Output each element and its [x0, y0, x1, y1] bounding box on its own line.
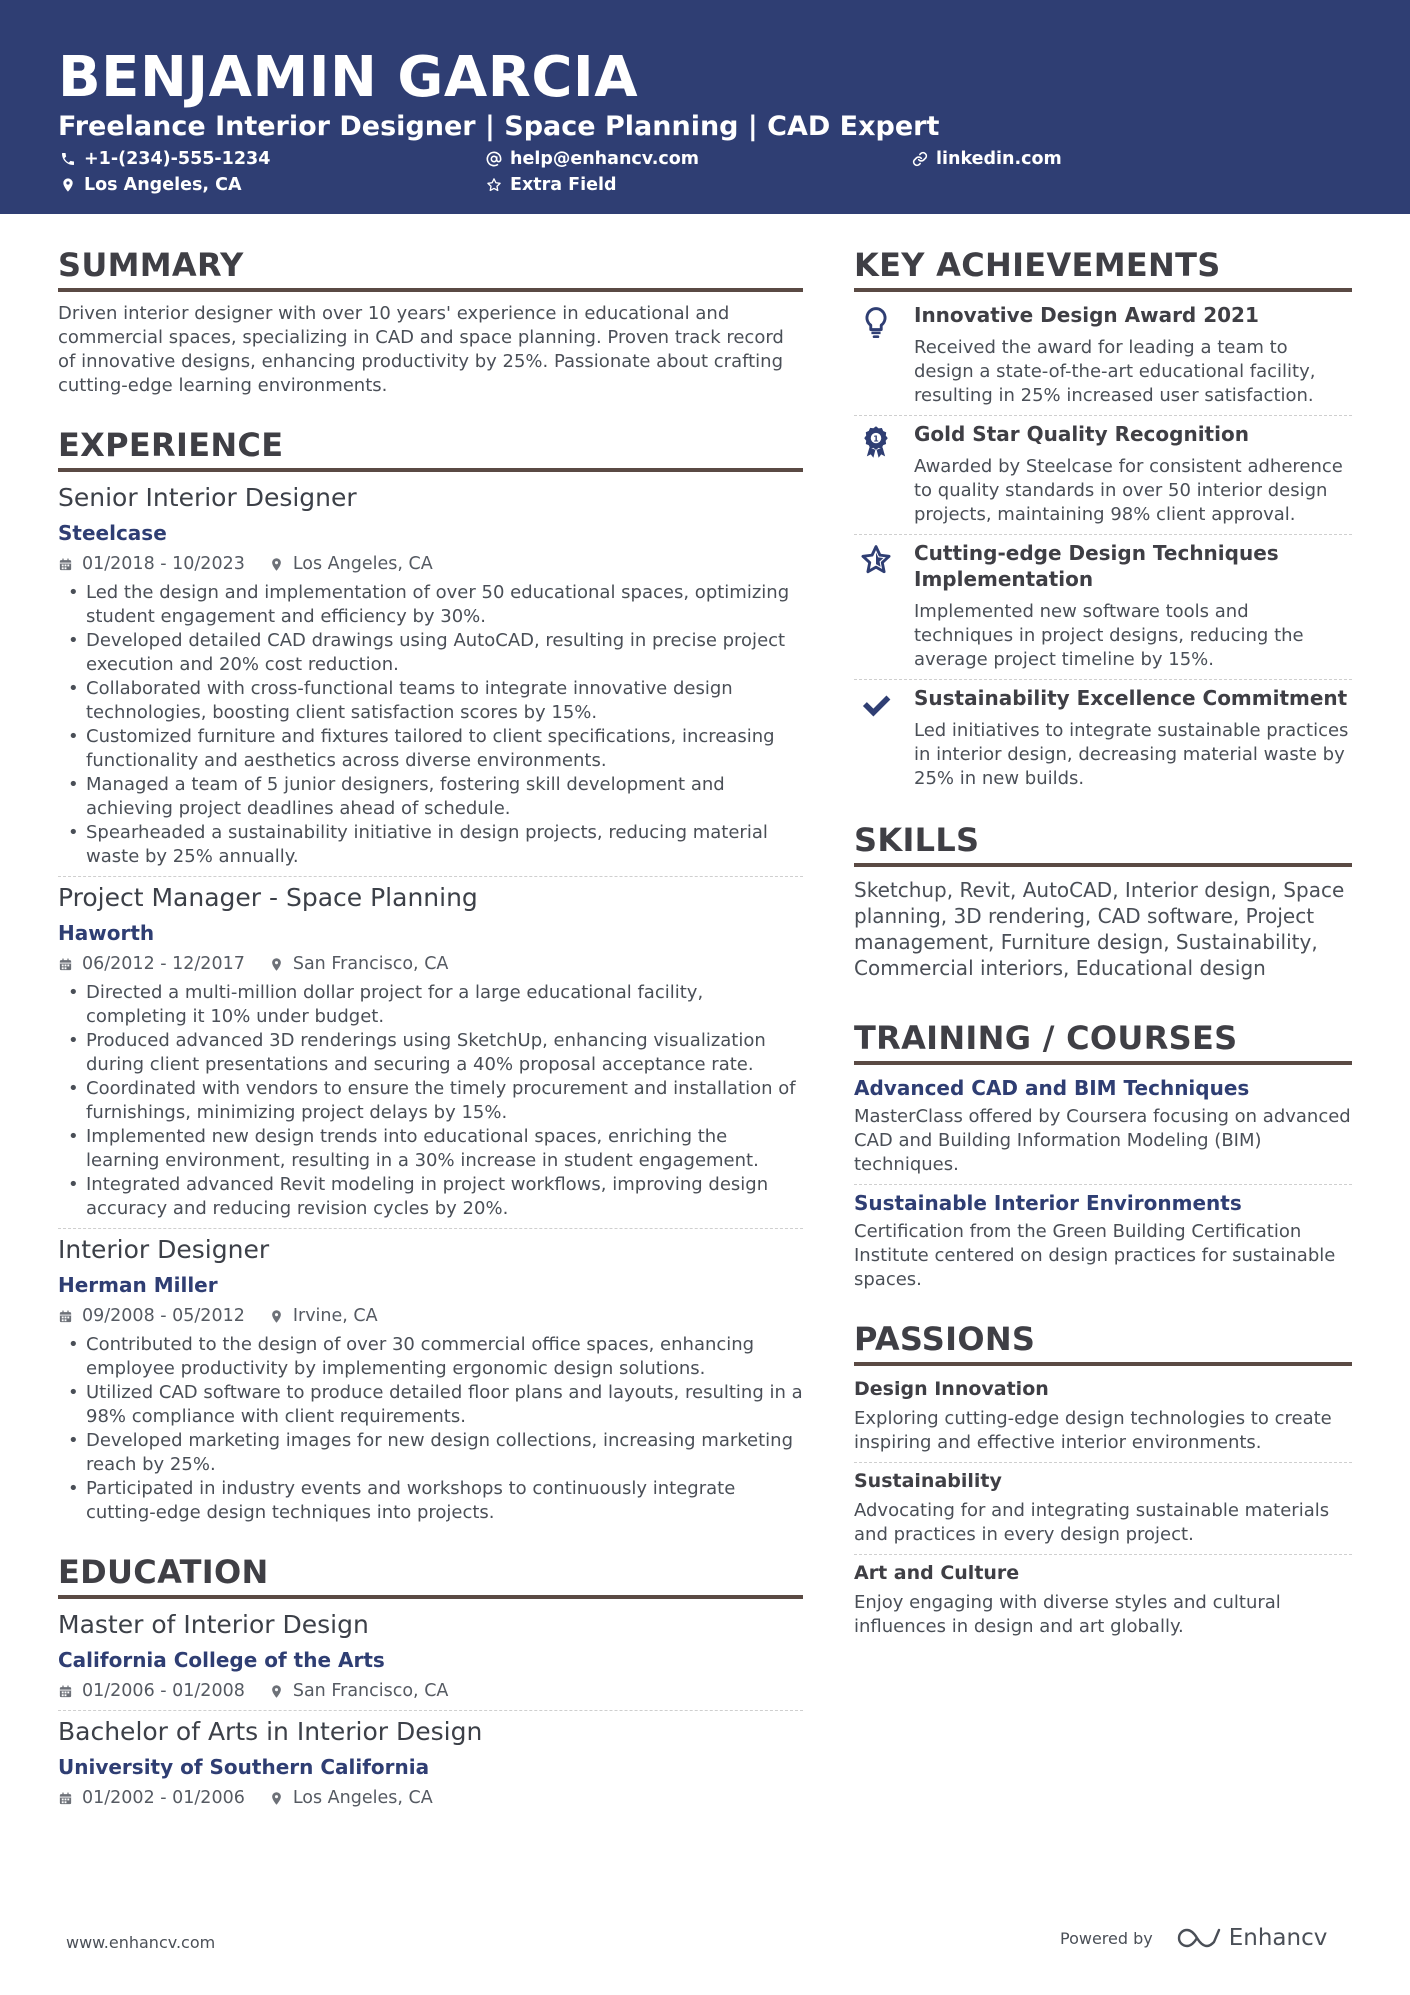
course-desc: MasterClass offered by Coursera focusing on advanced CAD and Building Information Modeling (BIM) techniques. [854, 1106, 1351, 1175]
job-location: Irvine, CA [292, 1306, 378, 1326]
degree-title: Bachelor of Arts in Interior Design [58, 1717, 483, 1746]
linkedin-text: linkedin.com [936, 149, 1062, 169]
email-text: help@enhancv.com [510, 149, 700, 169]
job-location: San Francisco, CA [292, 954, 449, 974]
passion-title: Design Innovation [854, 1378, 1049, 1400]
entry-divider [854, 1462, 1352, 1463]
powered-by-label: Powered by [1060, 1928, 1153, 1948]
passion-item [854, 1376, 1352, 1455]
achievement-item [854, 685, 1352, 791]
achievement-item [854, 540, 1352, 672]
section-divider [58, 468, 803, 472]
bullet-item: • Managed a team of 5 junior designers, fostering skill development and achieving project deadlines ahead of schedule. [58, 773, 803, 821]
job-meta [58, 952, 803, 976]
course-title: Sustainable Interior Environments [854, 1191, 1242, 1215]
section-title-experience: EXPERIENCE [58, 426, 284, 464]
link-icon [912, 151, 928, 167]
job-location-wrap [269, 952, 449, 976]
contact-location [60, 174, 242, 196]
passion-desc: Advocating for and integrating sustainable materials and practices in every design project. [854, 1500, 1330, 1545]
school-name: California College of the Arts [58, 1648, 385, 1672]
star-outline-icon [486, 177, 502, 193]
job-location: Los Angeles, CA [292, 554, 433, 574]
passion-desc: Exploring cutting-edge design technologies to create inspiring and effective interior environments. [854, 1408, 1332, 1453]
section-title-passions: PASSIONS [854, 1320, 1036, 1358]
candidate-headline: Freelance Interior Designer | Space Planning | CAD Expert [58, 111, 940, 142]
education-dates: 01/2006 - 01/2008 [82, 1681, 245, 1701]
at-sign-icon [486, 151, 502, 167]
contact-linkedin[interactable] [912, 148, 1062, 170]
education-entry [58, 1716, 803, 1810]
bullet-item: • Customized furniture and fixtures tailored to client specifications, increasing functionality and aesthetics across diverse environments. [58, 725, 803, 773]
section-title-education: EDUCATION [58, 1553, 269, 1591]
company-name: Steelcase [58, 521, 167, 545]
bullet-item: • Integrated advanced Revit modeling in project workflows, improving design accuracy and reducing revision cycles by 20%. [58, 1173, 803, 1221]
map-pin-icon [60, 177, 76, 193]
job-meta [58, 552, 803, 576]
achievement-title: Gold Star Quality Recognition [914, 422, 1249, 446]
passion-item [854, 1468, 1352, 1547]
calendar-icon [58, 1309, 73, 1324]
entry-divider [58, 1228, 803, 1229]
passion-item [854, 1560, 1352, 1639]
phone-icon [60, 151, 76, 167]
job-location-wrap [269, 552, 433, 576]
checkmark-icon [860, 689, 892, 723]
achievement-title: Cutting-edge Design Techniques Implementation [914, 541, 1279, 591]
bullet-item: • Led the design and implementation of over 50 educational spaces, optimizing student engagement and efficiency by 30%. [58, 581, 803, 629]
education-entry [58, 1609, 803, 1703]
achievement-item [854, 421, 1352, 527]
entry-divider [854, 679, 1352, 680]
entry-divider [58, 876, 803, 877]
job-bullets [58, 581, 803, 869]
achievement-title: Sustainability Excellence Commitment [914, 686, 1348, 710]
education-location-wrap [269, 1786, 433, 1810]
passion-desc: Enjoy engaging with diverse styles and cultural influences in design and art globally. [854, 1592, 1281, 1637]
map-pin-icon [269, 957, 284, 972]
bullet-item: • Implemented new design trends into educational spaces, enriching the learning environment, resulting in a 30% increase in student engagement. [58, 1125, 803, 1173]
enhancv-logo-icon [1177, 1926, 1221, 1950]
bullet-item: • Collaborated with cross-functional teams to integrate innovative design technologies, boosting client satisfaction scores by 15%. [58, 677, 803, 725]
section-divider [854, 1362, 1352, 1366]
bullet-item: • Participated in industry events and workshops to continuously integrate cutting-edge design techniques into projects. [58, 1477, 803, 1525]
location-text: Los Angeles, CA [84, 175, 242, 195]
course-desc: Certification from the Green Building Certification Institute centered on design practices for sustainable spaces. [854, 1221, 1336, 1290]
enhancv-logo[interactable] [1177, 1925, 1328, 1951]
bullet-item: • Spearheaded a sustainability initiative in design projects, reducing material waste by 25% annually. [58, 821, 803, 869]
achievement-desc: Received the award for leading a team to design a state-of-the-art educational facility, resulting in 25% increased user satisfaction. [914, 337, 1316, 406]
bullet-item: • Utilized CAD software to produce detailed floor plans and layouts, resulting in a 98% compliance with client requirements. [58, 1381, 803, 1429]
bullet-item: • Directed a multi-million dollar project for a large educational facility, completing it 10% under budget. [58, 981, 803, 1029]
entry-divider [854, 1184, 1352, 1185]
job-title: Interior Designer [58, 1235, 270, 1264]
summary-text: Driven interior designer with over 10 years' experience in educational and commercial spaces, specializing in CAD and space planning. Proven track record of innovative designs, enhancing productivity by 25%. Passionate about crafting cutting-edge learning environments. [58, 303, 784, 396]
course-item [854, 1190, 1352, 1292]
job-title: Senior Interior Designer [58, 483, 357, 512]
experience-entry [58, 1234, 803, 1525]
calendar-icon [58, 557, 73, 572]
achievement-desc: Implemented new software tools and techniques in project designs, reducing the average project timeline by 15%. [914, 601, 1304, 670]
map-pin-icon [269, 1684, 284, 1699]
passion-title: Sustainability [854, 1470, 1002, 1492]
footer-branding [1060, 1925, 1327, 1951]
company-name: Haworth [58, 921, 155, 945]
course-item [854, 1075, 1352, 1177]
right-column [854, 244, 1352, 1639]
degree-title: Master of Interior Design [58, 1610, 369, 1639]
left-column [58, 244, 803, 1810]
footer-website[interactable]: www.enhancv.com [66, 1933, 216, 1952]
map-pin-icon [269, 1791, 284, 1806]
candidate-name: BENJAMIN GARCIA [58, 45, 639, 110]
achievement-title: Innovative Design Award 2021 [914, 303, 1259, 327]
section-divider [854, 863, 1352, 867]
job-dates: 01/2018 - 10/2023 [82, 554, 245, 574]
map-pin-icon [269, 557, 284, 572]
extra-text: Extra Field [510, 175, 617, 195]
education-section [58, 1551, 803, 1810]
achievement-item [854, 302, 1352, 408]
bullet-item: • Coordinated with vendors to ensure the timely procurement and installation of furnishings, minimizing project delays by 15%. [58, 1077, 803, 1125]
star-icon [860, 544, 892, 578]
calendar-icon [58, 1684, 73, 1699]
contact-extra [486, 174, 617, 196]
bullet-item: • Developed detailed CAD drawings using AutoCAD, resulting in precise project execution and 20% cost reduction. [58, 629, 803, 677]
achievements-section [854, 244, 1352, 791]
section-divider [854, 1061, 1352, 1065]
bullet-item: • Produced advanced 3D renderings using SketchUp, enhancing visualization during client presentations and securing a 40% proposal acceptance rate. [58, 1029, 803, 1077]
company-name: Herman Miller [58, 1273, 218, 1297]
award-ribbon-icon [860, 425, 892, 459]
contact-phone[interactable] [60, 148, 270, 170]
job-meta [58, 1304, 803, 1328]
section-divider [58, 1595, 803, 1599]
enhancv-brand-text: Enhancv [1228, 1925, 1328, 1951]
passion-title: Art and Culture [854, 1562, 1020, 1584]
lightbulb-icon [860, 306, 892, 340]
phone-text: +1-(234)-555-1234 [84, 149, 271, 169]
school-name: University of Southern California [58, 1755, 430, 1779]
achievement-desc: Led initiatives to integrate sustainable practices in interior design, decreasing material waste by 25% in new builds. [914, 720, 1349, 789]
skills-list: Sketchup, Revit, AutoCAD, Interior design, Space planning, 3D rendering, CAD software, Project management, Furniture design, Sustainability, Commercial interiors, Educational design [854, 878, 1345, 980]
section-title-summary: SUMMARY [58, 246, 244, 284]
achievement-desc: Awarded by Steelcase for consistent adherence to quality standards in over 50 interior design projects, maintaining 98% client approval. [914, 456, 1343, 525]
calendar-icon [58, 1791, 73, 1806]
bullet-item: • Contributed to the design of over 30 commercial office spaces, enhancing employee productivity by implementing ergonomic design solutions. [58, 1333, 803, 1381]
training-section [854, 1017, 1352, 1292]
entry-divider [58, 1710, 803, 1711]
section-title-training: TRAINING / COURSES [854, 1019, 1238, 1057]
education-meta [58, 1679, 803, 1703]
svg-text:1: 1 [873, 434, 879, 444]
entry-divider [854, 415, 1352, 416]
section-title-achievements: KEY ACHIEVEMENTS [854, 246, 1221, 284]
education-dates: 01/2002 - 01/2006 [82, 1788, 245, 1808]
skills-section [854, 819, 1352, 981]
section-divider [58, 288, 803, 292]
summary-section [58, 244, 803, 398]
passions-section [854, 1318, 1352, 1639]
job-bullets [58, 981, 803, 1221]
entry-divider [854, 534, 1352, 535]
section-title-skills: SKILLS [854, 821, 980, 859]
section-divider [854, 288, 1352, 292]
education-location-wrap [269, 1679, 449, 1703]
calendar-icon [58, 957, 73, 972]
job-location-wrap [269, 1304, 378, 1328]
job-title: Project Manager - Space Planning [58, 883, 478, 912]
bullet-item: • Developed marketing images for new design collections, increasing marketing reach by 25%. [58, 1429, 803, 1477]
job-dates: 09/2008 - 05/2012 [82, 1306, 245, 1326]
resume-header [0, 0, 1410, 214]
education-meta [58, 1786, 803, 1810]
education-location: San Francisco, CA [292, 1681, 449, 1701]
contact-email[interactable] [486, 148, 699, 170]
experience-entry [58, 482, 803, 869]
entry-divider [854, 1554, 1352, 1555]
education-location: Los Angeles, CA [292, 1788, 433, 1808]
experience-section [58, 424, 803, 1525]
experience-entry [58, 882, 803, 1221]
map-pin-icon [269, 1309, 284, 1324]
job-dates: 06/2012 - 12/2017 [82, 954, 245, 974]
course-title: Advanced CAD and BIM Techniques [854, 1076, 1250, 1100]
job-bullets [58, 1333, 803, 1525]
